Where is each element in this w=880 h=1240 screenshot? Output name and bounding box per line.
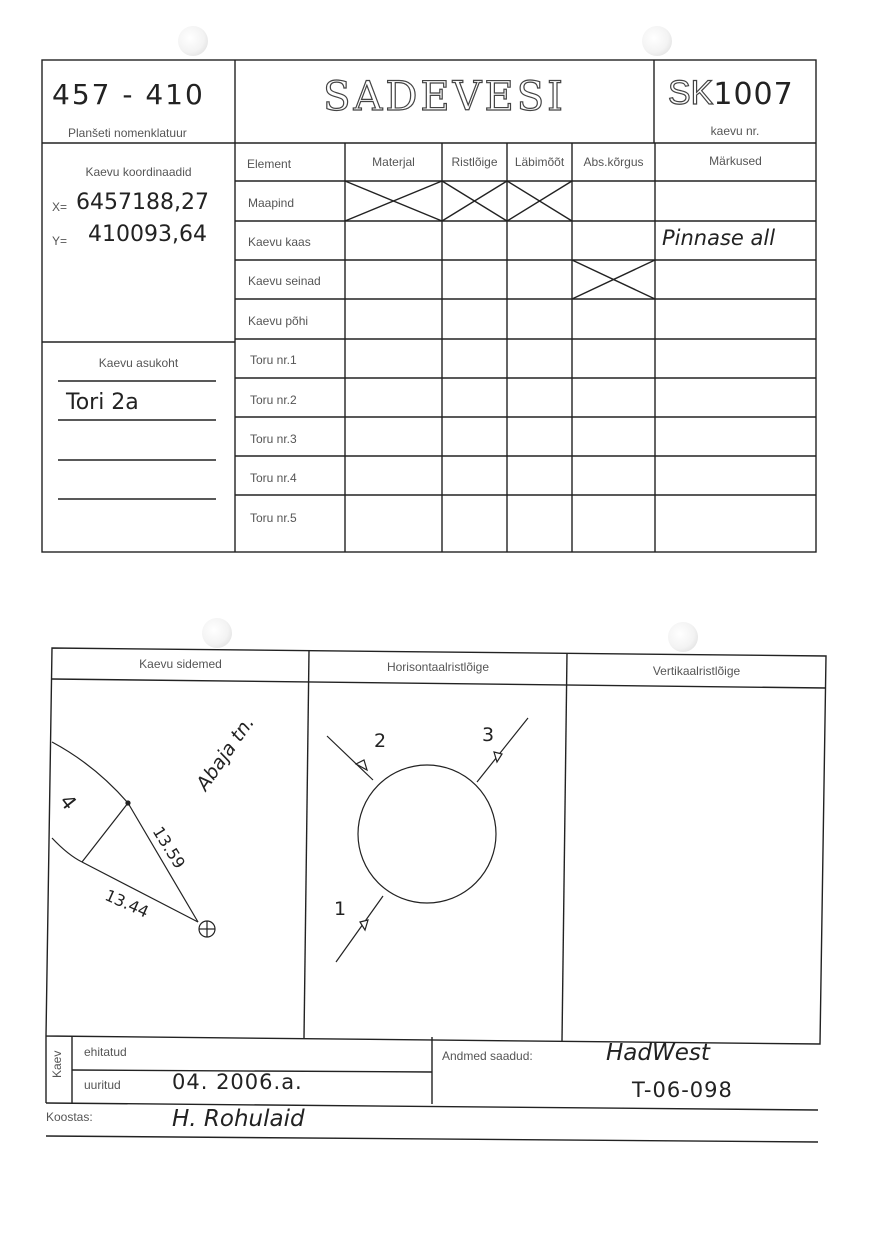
y-label: Y= (52, 234, 68, 248)
andmed-reference: T-06-098 (632, 1078, 733, 1102)
row-pipe-1: Toru nr.1 (250, 353, 297, 367)
row-walls: Kaevu seinad (248, 274, 321, 288)
andmed-source: HadWest (606, 1040, 710, 1066)
well-label: kaevu nr. (710, 124, 760, 138)
horizontal-section-sketch (327, 718, 528, 962)
well-number: 1007 (713, 77, 794, 112)
well-prefix: SK (668, 74, 714, 112)
pipe-label-2: 2 (374, 730, 387, 752)
row-bottom: Kaevu põhi (248, 314, 309, 328)
col-ties: Kaevu sidemed (139, 657, 222, 671)
y-value: 410093,64 (88, 222, 207, 247)
tie-dimension-1: 13.59 (148, 823, 190, 872)
andmed-label: Andmed saadud: (442, 1049, 533, 1063)
well-number-block (668, 74, 794, 113)
th-abs-height: Abs.kõrgus (583, 155, 644, 169)
uuritud-label: uuritud (84, 1078, 121, 1092)
pipe-label-1: 1 (334, 898, 347, 920)
row-pipe-4: Toru nr.4 (250, 471, 297, 485)
uuritud-value: 04. 2006.a. (172, 1070, 303, 1094)
tie-dimension-2: 13.44 (102, 885, 152, 922)
col-horizontal: Horisontaalristlõige (386, 660, 490, 674)
plansheet-number: 457 - 410 (52, 78, 205, 111)
location-label: Kaevu asukoht (98, 356, 179, 370)
row-pipe-5: Toru nr.5 (250, 511, 297, 525)
row-pipe-3: Toru nr.3 (250, 432, 297, 446)
plansheet-label: Planšeti nomenklatuur (68, 126, 187, 140)
th-diameter: Läbimõõt (514, 155, 565, 169)
remark-lid: Pinnase all (662, 226, 776, 250)
street-label: Abaja tn. (192, 712, 259, 795)
koostas-value: H. Rohulaid (172, 1106, 305, 1132)
house-number: 4 (54, 789, 82, 815)
pipe-label-3: 3 (482, 724, 495, 746)
th-cross-section: Ristlõige (451, 155, 498, 169)
coords-label: Kaevu koordinaadid (85, 165, 192, 179)
th-remarks: Märkused (709, 154, 762, 168)
form-title: SADEVESI (323, 74, 566, 120)
row-ground: Maapind (248, 196, 295, 210)
ehitatud-label: ehitatud (84, 1045, 127, 1059)
row-lid: Kaevu kaas (248, 235, 311, 249)
row-pipe-2: Toru nr.2 (250, 393, 297, 407)
location-value: Tori 2a (66, 390, 139, 415)
x-label: X= (52, 200, 68, 214)
x-value: 6457188,27 (76, 190, 209, 215)
kaev-label: Kaev (50, 1050, 64, 1078)
th-material: Materjal (372, 155, 415, 169)
th-element: Element (247, 157, 292, 171)
col-vertical: Vertikaalristlõige (652, 664, 741, 678)
koostas-label: Koostas: (46, 1110, 93, 1124)
